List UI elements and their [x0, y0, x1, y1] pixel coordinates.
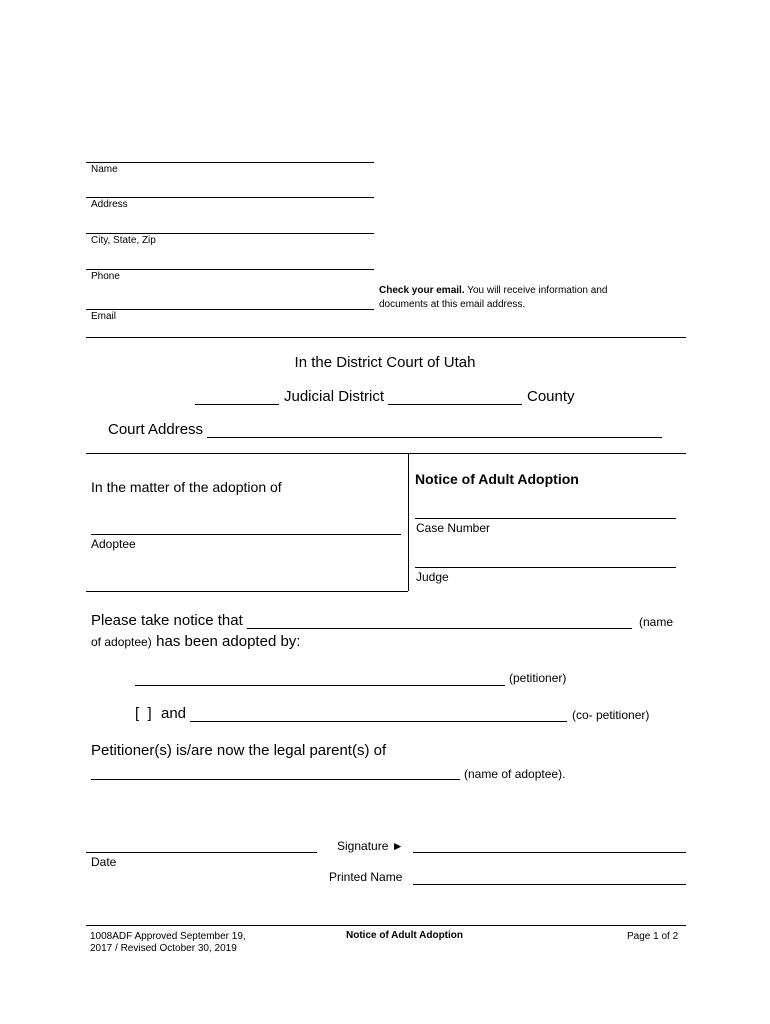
name-of-adoptee-label: (name of adoptee).: [464, 767, 566, 781]
phone-label: Phone: [91, 271, 120, 282]
footer-title: Notice of Adult Adoption: [346, 930, 464, 941]
court-address-label: Court Address: [108, 421, 204, 438]
city-state-zip-line[interactable]: [86, 233, 374, 234]
petitioner-label: (petitioner): [509, 671, 567, 685]
of-adoptee-hint: of adoptee): [91, 635, 152, 649]
county-blank[interactable]: [388, 404, 522, 405]
header-divider: [86, 337, 686, 338]
signature-label: Signature ►: [337, 839, 404, 853]
address-line[interactable]: [86, 197, 374, 198]
form-id-line2: 2017 / Revised October 30, 2019: [90, 943, 237, 954]
adopted-by-text: has been adopted by:: [156, 633, 301, 650]
court-address-blank[interactable]: [207, 437, 662, 438]
city-state-zip-label: City, State, Zip: [91, 235, 156, 246]
judge-label: Judge: [416, 570, 449, 584]
case-number-blank[interactable]: [415, 518, 676, 519]
co-petitioner-label: (co- petitioner): [572, 708, 650, 722]
adoptee-name-blank[interactable]: [91, 534, 401, 535]
email-line[interactable]: [86, 309, 374, 310]
address-label: Address: [91, 199, 128, 210]
judicial-district-label: Judicial District: [284, 388, 385, 405]
page-number: Page 1 of 2: [627, 931, 679, 942]
email-note-rest: You will receive information and documents at this email address.: [379, 285, 608, 310]
adopted-by-line: [91, 633, 300, 651]
petitioner-blank[interactable]: [135, 685, 505, 686]
co-petitioner-blank[interactable]: [190, 721, 567, 722]
adoptee-notice-blank[interactable]: [247, 628, 632, 629]
signature-blank[interactable]: [413, 852, 686, 853]
name-label: Name: [91, 164, 118, 175]
name-line[interactable]: [86, 162, 374, 163]
notice-prefix: Please take notice that: [91, 612, 243, 629]
date-blank[interactable]: [86, 852, 317, 853]
caption-vertical-divider: [408, 453, 409, 591]
printed-name-blank[interactable]: [413, 884, 686, 885]
judicial-district-blank[interactable]: [195, 404, 279, 405]
matter-text: In the matter of the adoption of: [91, 479, 282, 495]
date-label: Date: [91, 855, 117, 869]
court-title: In the District Court of Utah: [294, 354, 476, 371]
caption-bottom-border: [86, 591, 408, 592]
co-petitioner-checkbox[interactable]: [ ]: [135, 705, 152, 722]
caption-top-border: [86, 453, 686, 454]
case-number-label: Case Number: [416, 521, 491, 535]
legal-adoptee-blank[interactable]: [91, 779, 460, 780]
name-hint: (name: [639, 615, 674, 629]
footer-divider: [86, 925, 686, 926]
county-label: County: [527, 388, 575, 405]
legal-parent-text: Petitioner(s) is/are now the legal parent(s) of: [91, 742, 387, 759]
form-id-line1: 1008ADF Approved September 19,: [90, 931, 246, 942]
adoptee-label: Adoptee: [91, 537, 136, 551]
email-note-bold: Check your email.: [379, 285, 465, 296]
phone-line[interactable]: [86, 269, 374, 270]
and-text: and: [161, 705, 187, 722]
email-note: [379, 284, 659, 312]
email-label: Email: [91, 311, 117, 322]
document-title: Notice of Adult Adoption: [415, 471, 579, 487]
printed-name-label: Printed Name: [329, 870, 403, 884]
judge-blank[interactable]: [415, 567, 676, 568]
